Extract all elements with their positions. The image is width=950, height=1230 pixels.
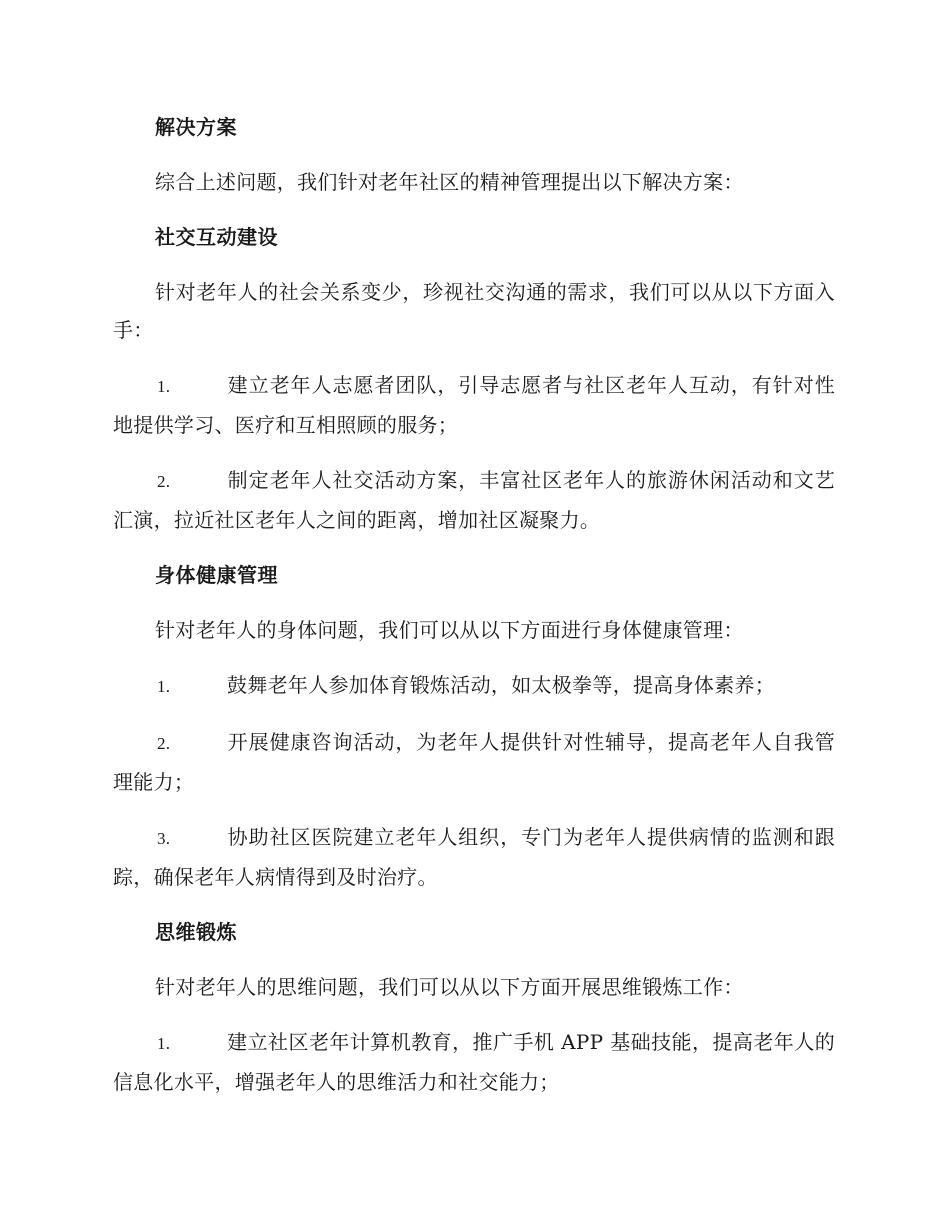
list-number: 2.	[157, 472, 171, 491]
list-item-text: 协助社区医院建立老年人组织，专门为老年人提供病情的监测和跟踪，确保老年人病情得到及时治疗。	[113, 825, 835, 889]
list-number: 1.	[157, 377, 171, 396]
list-item	[113, 723, 835, 801]
list-number: 2.	[157, 734, 171, 753]
list-number: 1.	[157, 677, 171, 696]
section-intro: 综合上述问题，我们针对老年社区的精神管理提出以下解决方案：	[155, 170, 744, 194]
list-item	[113, 366, 835, 444]
section-heading: 身体健康管理	[155, 563, 278, 587]
list-item	[113, 1023, 835, 1101]
section-intro: 针对老年人的身体问题，我们可以从以下方面进行身体健康管理：	[155, 618, 744, 642]
list-item-text: 建立社区老年计算机教育，推广手机 APP 基础技能，提高老年人的信息化水平，增强老年人的思维活力和社交能力；	[113, 1030, 835, 1094]
list-item-text: 制定老年人社交活动方案，丰富社区老年人的旅游休闲活动和文艺汇演，拉近社区老年人之间的距离，增加社区凝聚力。	[113, 468, 835, 532]
list-item-text: 建立老年人志愿者团队，引导志愿者与社区老年人互动，有针对性地提供学习、医疗和互相照顾的服务；	[113, 373, 835, 437]
list-item-text: 鼓舞老年人参加体育锻炼活动，如太极拳等，提高身体素养；	[227, 673, 776, 697]
document-page	[113, 108, 835, 1118]
list-item	[113, 818, 835, 896]
section-intro: 针对老年人的社会关系变少，珍视社交沟通的需求，我们可以从以下方面入手：	[113, 280, 835, 342]
section-heading: 思维锻炼	[155, 920, 237, 944]
list-item-text: 开展健康咨询活动，为老年人提供针对性辅导，提高老年人自我管理能力；	[113, 730, 835, 794]
list-number: 3.	[157, 829, 171, 848]
section-heading: 解决方案	[155, 115, 237, 139]
list-item	[113, 666, 835, 706]
list-number: 1.	[157, 1034, 171, 1053]
list-item	[113, 461, 835, 539]
section-heading: 社交互动建设	[155, 225, 278, 249]
section-intro: 针对老年人的思维问题，我们可以从以下方面开展思维锻炼工作：	[155, 975, 744, 999]
